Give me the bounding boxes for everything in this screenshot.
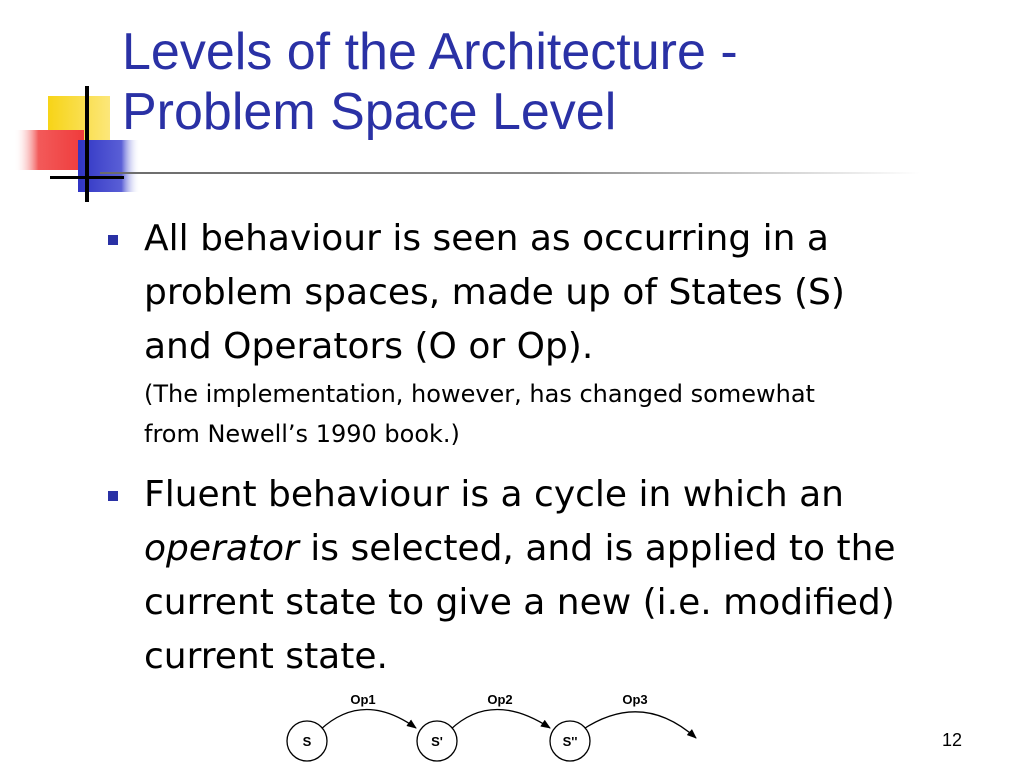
state-label-s-double-prime: S'' [562,734,578,749]
op2-arrow [450,709,550,730]
slide-number: 12 [941,730,962,750]
bullet-item [104,468,1004,684]
op1-label: Op1 [350,692,376,707]
operator-emphasis: operator [144,528,299,569]
bullet-1-note-line-2: from Newell’s 1990 book.) [144,420,460,448]
bullet-2-line-2 [144,522,1004,576]
title-line-1: Levels of the Architecture - [122,23,738,81]
bullet-item [104,212,1004,454]
bullet-square-icon [108,491,118,501]
state-operator-diagram [270,680,730,768]
bullet-2-line-1: Fluent behaviour is a cycle in which an [144,474,844,515]
bullet-2-line-4: current state. [144,636,388,677]
bullet-list [104,212,1004,698]
deco-vertical-line [85,86,89,202]
bullet-1-line-3: and Operators (O or Op). [144,326,594,367]
op1-arrow [320,709,416,730]
bullet-2-line-3: current state to give a new (i.e. modified) [144,582,895,623]
slide-title [122,22,1002,142]
bullet-1-line-2: problem spaces, made up of States (S) [144,272,845,313]
op2-label: Op2 [487,692,513,707]
deco-horizontal-line [50,176,124,179]
bullet-2-line-2-rest: is selected, and is applied to the [298,528,896,569]
op3-label: Op3 [622,692,648,707]
bullet-square-icon [108,235,118,245]
bullet-1-note-line-1: (The implementation, however, has changed somewhat [144,380,815,408]
title-line-2: Problem Space Level [122,83,617,141]
bullet-1-line-1: All behaviour is seen as occurring in a [144,218,829,259]
state-label-s-prime: S' [431,734,443,749]
title-underline [100,172,920,174]
op3-arrow [582,712,696,738]
deco-red-band [14,130,84,170]
state-label-s: S [302,734,312,749]
